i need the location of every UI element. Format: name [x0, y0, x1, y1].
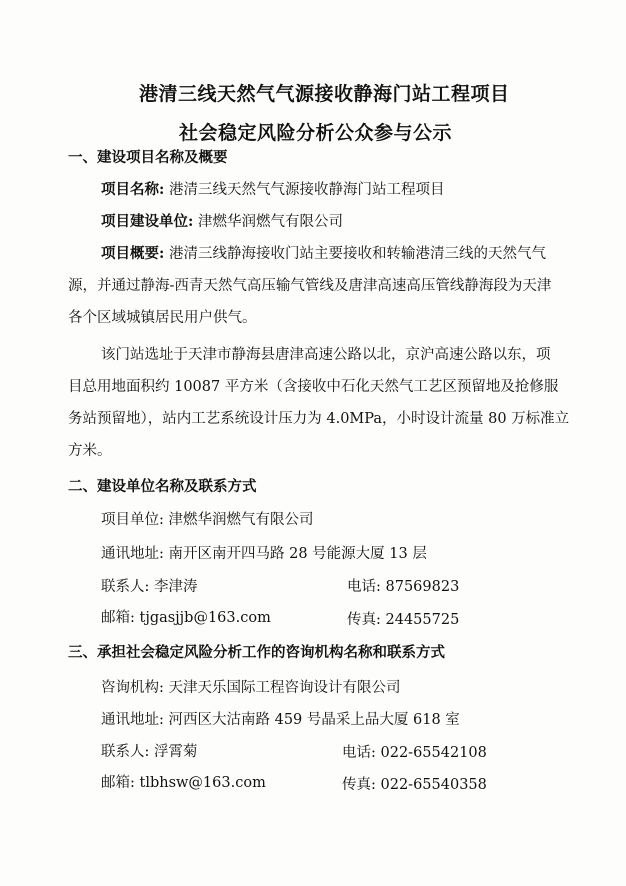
project-unit-row: [101, 210, 343, 231]
overview-line3: 各个区域城镇居民用户供气。: [68, 310, 257, 326]
section3-heading: 三、承担社会稳定风险分析工作的咨询机构名称和联系方式: [68, 644, 445, 661]
overview-row: [101, 242, 546, 263]
project-name-label: 项目名称:: [101, 181, 165, 198]
builder-fax: 传真: 24455725: [347, 612, 460, 628]
site-paragraph-line2: 目总用地面积约 10087 平方米（含接收中石化天然气工艺区预留地及抢修服: [68, 379, 559, 395]
overview-line2: 源，并通过静海-西青天然气高压输气管线及唐津高速高压管线静海段为天津: [68, 278, 552, 294]
site-paragraph-line4: 方米。: [68, 443, 112, 459]
consultant-address: 通讯地址: 河西区大沽南路 459 号晶采上品大厦 618 室: [101, 712, 460, 728]
consultant-phone: 电话: 022-65542108: [342, 745, 487, 761]
site-paragraph-line3: 务站预留地），站内工艺系统设计压力为 4.0MPa，小时设计流量 80 万标准立: [68, 411, 570, 427]
project-name-value: 港清三线天然气气源接收静海门站工程项目: [168, 182, 445, 198]
builder-unit: 项目单位: 津燃华润燃气有限公司: [101, 512, 314, 528]
project-unit-label: 项目建设单位:: [101, 213, 194, 230]
builder-phone: 电话: 87569823: [347, 579, 460, 595]
consultant-org: 咨询机构: 天津天乐国际工程咨询设计有限公司: [101, 680, 401, 696]
overview-line1: 港清三线静海接收门站主要接收和转输港清三线的天然气气: [168, 246, 546, 262]
project-name-row: [101, 178, 444, 199]
builder-contact: 联系人: 李津涛: [101, 579, 198, 595]
consultant-email: 邮箱: tlbhsw@163.com: [101, 775, 266, 791]
document-title-line1: 港清三线天然气气源接收静海门站工程项目: [139, 83, 510, 105]
section1-heading: 一、建设项目名称及概要: [68, 149, 228, 166]
consultant-fax: 传真: 022-65540358: [342, 777, 487, 793]
consultant-contact: 联系人: 浮霄菊: [101, 744, 198, 760]
site-paragraph-line1: 该门站选址于天津市静海县唐津高速公路以北，京沪高速公路以东，项: [101, 347, 551, 363]
document-title-line2: 社会稳定风险分析公众参与公示: [179, 122, 453, 144]
project-unit-value: 津燃华润燃气有限公司: [197, 214, 343, 230]
overview-label: 项目概要:: [101, 245, 165, 262]
builder-address: 通讯地址: 南开区南开四马路 28 号能源大厦 13 层: [101, 546, 427, 562]
section2-heading: 二、建设单位名称及联系方式: [68, 478, 257, 495]
builder-email: 邮箱: tjgasjjb@163.com: [101, 610, 271, 626]
